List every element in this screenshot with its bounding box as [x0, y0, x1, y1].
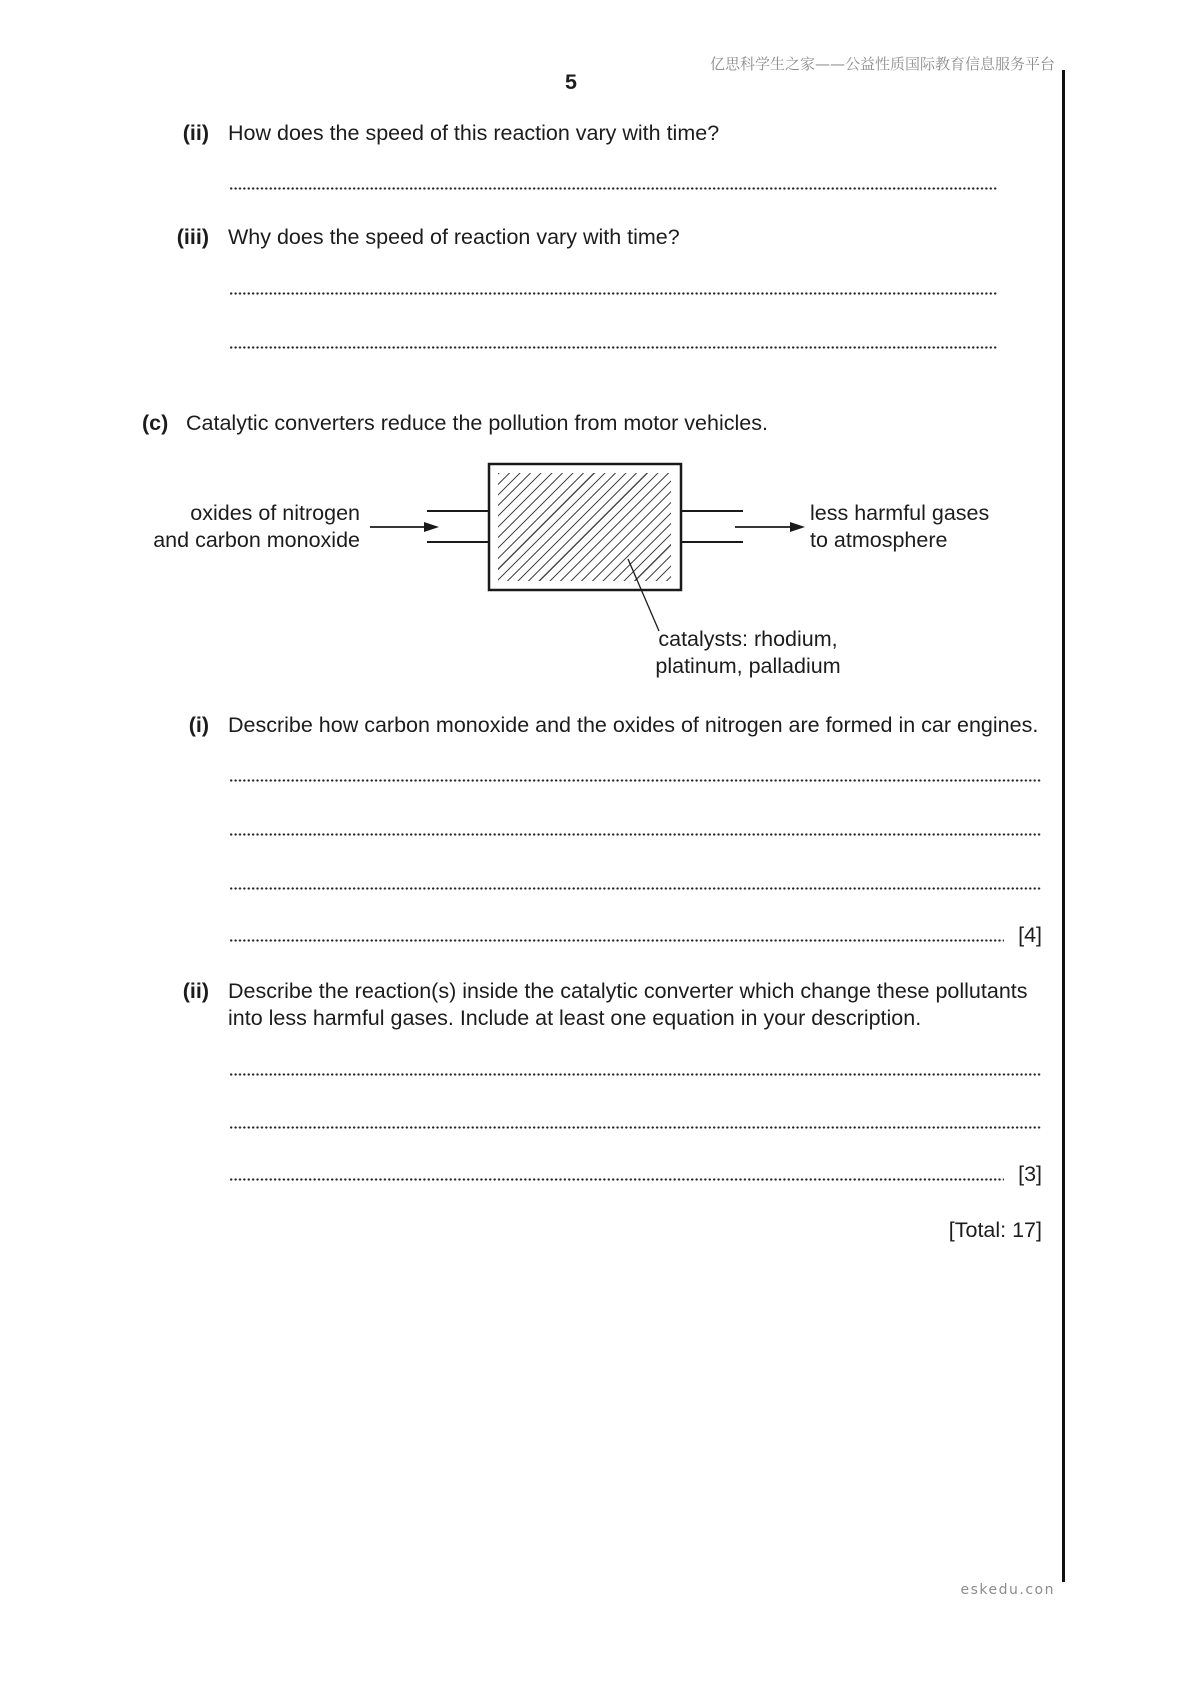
question-label: (ii) [182, 979, 209, 1003]
page-number: 5 [565, 70, 577, 94]
answer-line [230, 871, 1042, 896]
marks-allocation: [3] [1018, 1162, 1042, 1186]
answer-line [230, 1110, 1042, 1135]
answer-line [230, 923, 1042, 948]
outlet-label-line: to atmosphere [810, 528, 948, 552]
inlet-label-line: oxides of nitrogen [190, 501, 360, 525]
answer-line [230, 1162, 1042, 1187]
answer-dots [230, 1126, 1042, 1129]
catalyst-leader-line [628, 559, 659, 631]
question-text: Why does the speed of reaction vary with time? [228, 225, 680, 249]
answer-dots [230, 887, 1042, 890]
inlet-gas-arrowhead [424, 522, 439, 532]
answer-dots [230, 779, 1042, 782]
part-label: (c) [142, 411, 169, 435]
page-margin-rule [1062, 70, 1065, 1582]
answer-line [230, 817, 1042, 842]
answer-line [230, 330, 998, 355]
answer-dots [230, 292, 998, 295]
answer-dots [230, 1073, 1042, 1076]
answer-line [230, 1057, 1042, 1082]
inlet-label-line: and carbon monoxide [153, 528, 360, 552]
question-label: (ii) [182, 121, 209, 145]
header-watermark: 亿思科学生之家——公益性质国际教育信息服务平台 [709, 55, 1055, 73]
total-marks: [Total: 17] [948, 1218, 1042, 1242]
answer-dots [230, 1178, 1004, 1181]
part-intro-text: Catalytic converters reduce the pollution from motor vehicles. [186, 411, 768, 435]
marks-allocation: [4] [1018, 923, 1042, 947]
answer-dots [230, 939, 1004, 942]
answer-dots [230, 346, 998, 349]
question-text: Describe how carbon monoxide and the oxides of nitrogen are formed in car engines. [228, 713, 1039, 737]
catalyst-label-line: platinum, palladium [655, 654, 841, 678]
question-text-line: into less harmful gases. Include at least one equation in your description. [228, 1006, 922, 1030]
answer-line [230, 276, 998, 301]
answer-dots [230, 187, 998, 190]
footer-watermark: eskedu.con [960, 1582, 1055, 1598]
outlet-gas-arrowhead [790, 522, 805, 532]
question-text: How does the speed of this reaction vary with time? [228, 121, 720, 145]
question-label: (i) [188, 713, 209, 737]
answer-line [230, 763, 1042, 788]
catalytic-converter-body [489, 464, 681, 590]
catalyst-label-line: catalysts: rhodium, [658, 627, 838, 651]
answer-line [230, 171, 998, 196]
question-label: (iii) [176, 225, 209, 249]
catalytic-converter-diagram [350, 450, 830, 650]
question-text-line: Describe the reaction(s) inside the catalytic converter which change these pollutants [228, 979, 1028, 1003]
outlet-label-line: less harmful gases [810, 501, 990, 525]
answer-dots [230, 833, 1042, 836]
